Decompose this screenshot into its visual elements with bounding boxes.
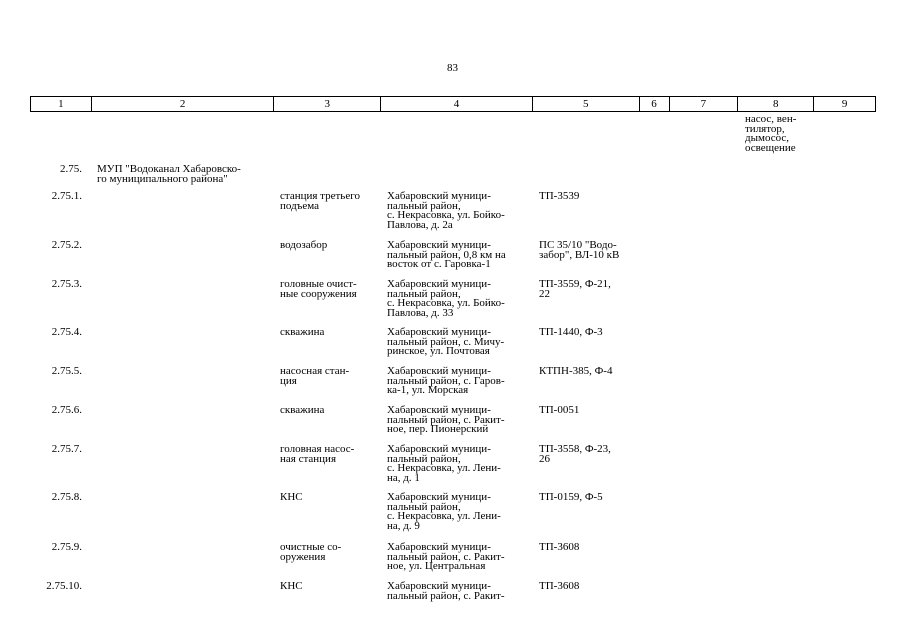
power-source: ПС 35/10 "Водо- забор", ВЛ-10 кВ <box>539 239 620 261</box>
address: Хабаровский муници- пальный район, с. Некрасовка, ул. Бойко- Павлова, д. 33 <box>387 278 505 319</box>
power-source: КТПН-385, Ф-4 <box>539 365 613 377</box>
column-number-9: 9 <box>841 98 848 110</box>
column-number-5: 5 <box>533 97 640 111</box>
address: Хабаровский муници- пальный район, с. Ракит- ное, пер. Пионерский <box>387 404 505 435</box>
address: Хабаровский муници- пальный район, 0,8 км на восток от с. Гаровка-1 <box>387 239 506 270</box>
object-name: головная насос- ная станция <box>280 443 355 465</box>
row-number: 2.75.1. <box>51 190 82 202</box>
section-number: 2.75. <box>60 163 82 175</box>
address: Хабаровский муници- пальный район, с. Некрасовка, ул. Лени- на, д. 9 <box>387 491 501 532</box>
object-name: насосная стан- ция <box>280 365 350 387</box>
row-number: 2.75.6. <box>51 404 82 416</box>
row-number: 2.75.9. <box>51 541 82 553</box>
power-source: ТП-0051 <box>539 404 580 416</box>
power-source: ТП-0159, Ф-5 <box>539 491 603 503</box>
object-name: скважина <box>280 404 325 416</box>
row-number: 2.75.5. <box>51 365 82 377</box>
power-source: ТП-3558, Ф-23, 26 <box>539 443 611 465</box>
address: Хабаровский муници- пальный район, с. Ракит- <box>387 580 505 602</box>
address: Хабаровский муници- пальный район, с. Гаров- ка-1, ул. Морская <box>387 365 505 396</box>
row-number: 2.75.2. <box>51 239 82 251</box>
object-name: скважина <box>280 326 325 338</box>
column-number-4: 4 <box>381 97 533 111</box>
object-name: станция третьего подъема <box>280 190 360 212</box>
page-number: 83 <box>447 62 458 74</box>
column-number-3: 3 <box>274 97 381 111</box>
row-number: 2.75.4. <box>51 326 82 338</box>
organization-name: МУП "Водоканал Хабаровско- го муниципального района" <box>97 163 241 185</box>
column-number-7: 7 <box>670 97 739 111</box>
object-name: КНС <box>280 580 303 592</box>
consumers-cell: насос, вен- тилятор, дымосос, освещение <box>745 113 797 154</box>
address: Хабаровский муници- пальный район, с. Некрасовка, ул. Лени- на, д. 1 <box>387 443 501 484</box>
address: Хабаровский муници- пальный район, с. Мичу- ринское, ул. Почтовая <box>387 326 505 357</box>
object-name: головные очист- ные сооружения <box>280 278 357 300</box>
row-number: 2.75.3. <box>51 278 82 290</box>
column-number-8: 8 <box>738 97 814 111</box>
column-number-6: 6 <box>640 97 670 111</box>
row-number: 2.75.8. <box>51 491 82 503</box>
power-source: ТП-1440, Ф-3 <box>539 326 603 338</box>
power-source: ТП-3559, Ф-21, 22 <box>539 278 611 300</box>
column-number-2: 2 <box>92 97 275 111</box>
table-column-header <box>30 96 876 112</box>
power-source: ТП-3608 <box>539 580 580 592</box>
address: Хабаровский муници- пальный район, с. Некрасовка, ул. Бойко- Павлова, д. 2а <box>387 190 505 231</box>
address: Хабаровский муници- пальный район, с. Ракит- ное, ул. Центральная <box>387 541 505 572</box>
object-name: КНС <box>280 491 303 503</box>
object-name: водозабор <box>280 239 328 251</box>
column-number-1: 1 <box>31 97 92 111</box>
row-number: 2.75.10. <box>46 580 82 592</box>
row-number: 2.75.7. <box>51 443 82 455</box>
power-source: ТП-3608 <box>539 541 580 553</box>
object-name: очистные со- оружения <box>280 541 342 563</box>
power-source: ТП-3539 <box>539 190 580 202</box>
